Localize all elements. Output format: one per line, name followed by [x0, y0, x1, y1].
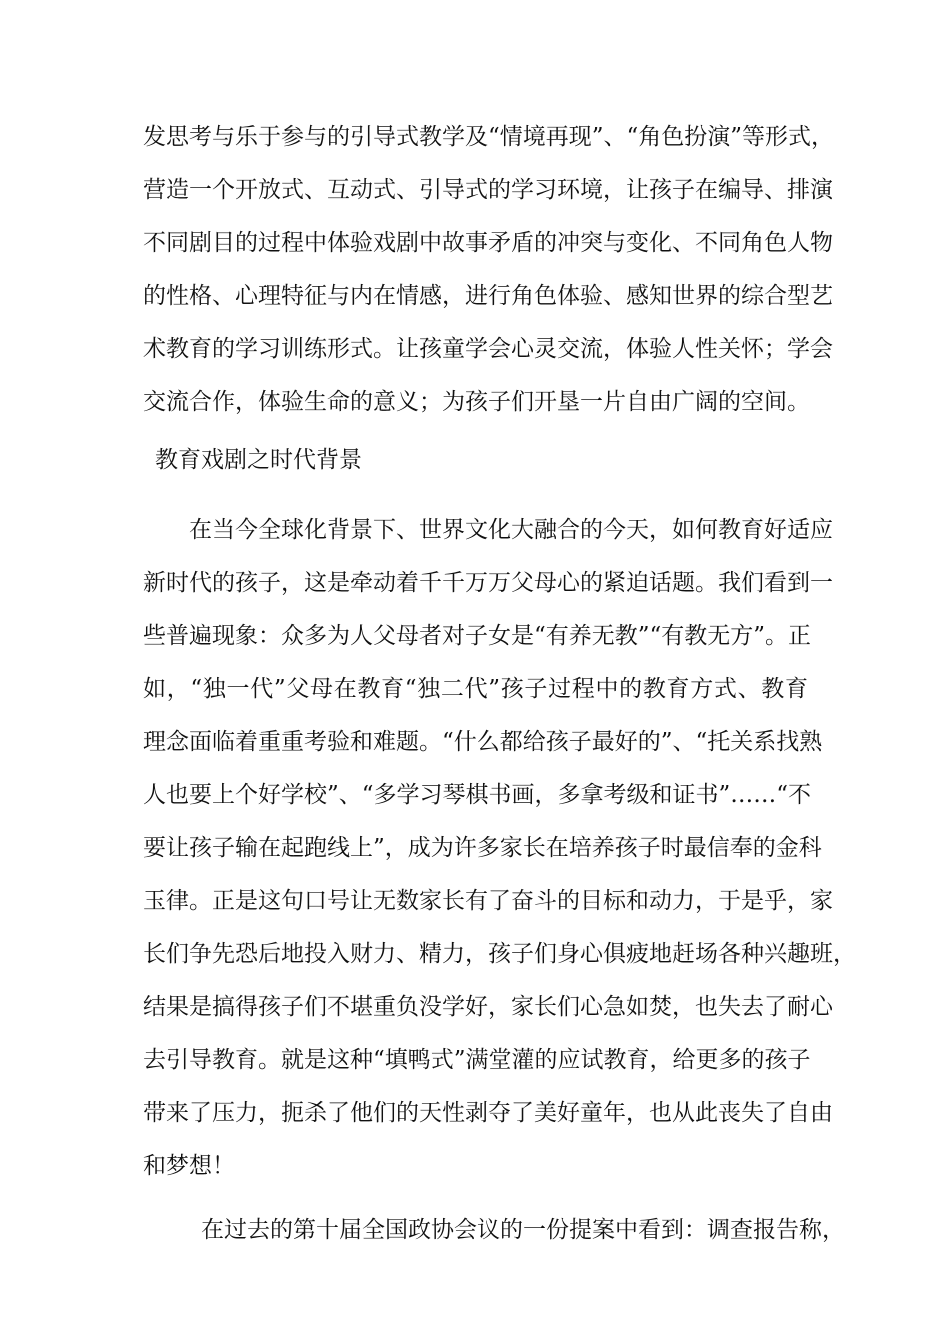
intro-line-6: 交流合作，体验生命的意义；为孩子们开垦一片自由广阔的空间。: [143, 389, 810, 415]
paragraph2-line-12: 带来了压力，扼杀了他们的天性剥夺了美好童年，也从此丧失了自由: [143, 1100, 833, 1126]
paragraph2-line-10: 结果是搞得孩子们不堪重负没学好，家长们心急如焚，也失去了耐心: [143, 994, 833, 1020]
intro-line-4: 的性格、心理特征与内在情感，进行角色体验、感知世界的综合型艺: [143, 283, 833, 309]
paragraph2-line-4: 如，“独一代”父母在教育“独二代”孩子过程中的教育方式、教育: [143, 676, 808, 702]
paragraph2-line-11: 去引导教育。就是这种“填鸭式”满堂灌的应试教育，给更多的孩子: [143, 1047, 811, 1073]
intro-line-5: 术教育的学习训练形式。让孩童学会心灵交流，体验人性关怀；学会: [143, 336, 833, 362]
paragraph2-line-8: 玉律。正是这句口号让无数家长有了奋斗的目标和动力，于是乎，家: [143, 888, 833, 914]
paragraph2-line-9: 长们争先恐后地投入财力、精力，孩子们身心俱疲地赶场各种兴趣班，: [143, 941, 856, 967]
section-heading: 教育戏剧之时代背景: [155, 447, 362, 473]
paragraph2-line-2: 新时代的孩子，这是牵动着千千万万父母心的紧迫话题。我们看到一: [143, 570, 833, 596]
paragraph2-line-13: 和梦想！: [143, 1153, 235, 1179]
paragraph2-line-5: 理念面临着重重考验和难题。“什么都给孩子最好的”、“托关系找熟: [143, 729, 823, 755]
paragraph2-line-6: 人也要上个好学校”、“多学习琴棋书画，多拿考级和证书”……“不: [143, 782, 812, 808]
intro-line-2: 营造一个开放式、互动式、引导式的学习环境，让孩子在编导、排演: [143, 177, 833, 203]
paragraph2-line-1: 在当今全球化背景下、世界文化大融合的今天，如何教育好适应: [189, 517, 833, 543]
paragraph2-line-7: 要让孩子输在起跑线上”，成为许多家长在培养孩子时最信奉的金科: [143, 835, 822, 861]
intro-line-1: 发思考与乐于参与的引导式教学及“情境再现”、“角色扮演”等形式，: [143, 124, 835, 150]
intro-line-3: 不同剧目的过程中体验戏剧中故事矛盾的冲突与变化、不同角色人物: [143, 230, 833, 256]
paragraph3-line-1: 在过去的第十届全国政协会议的一份提案中看到：调查报告称，: [201, 1217, 845, 1243]
paragraph2-line-3: 些普遍现象：众多为人父母者对子女是“有养无教”“有教无方”。正: [143, 623, 812, 649]
